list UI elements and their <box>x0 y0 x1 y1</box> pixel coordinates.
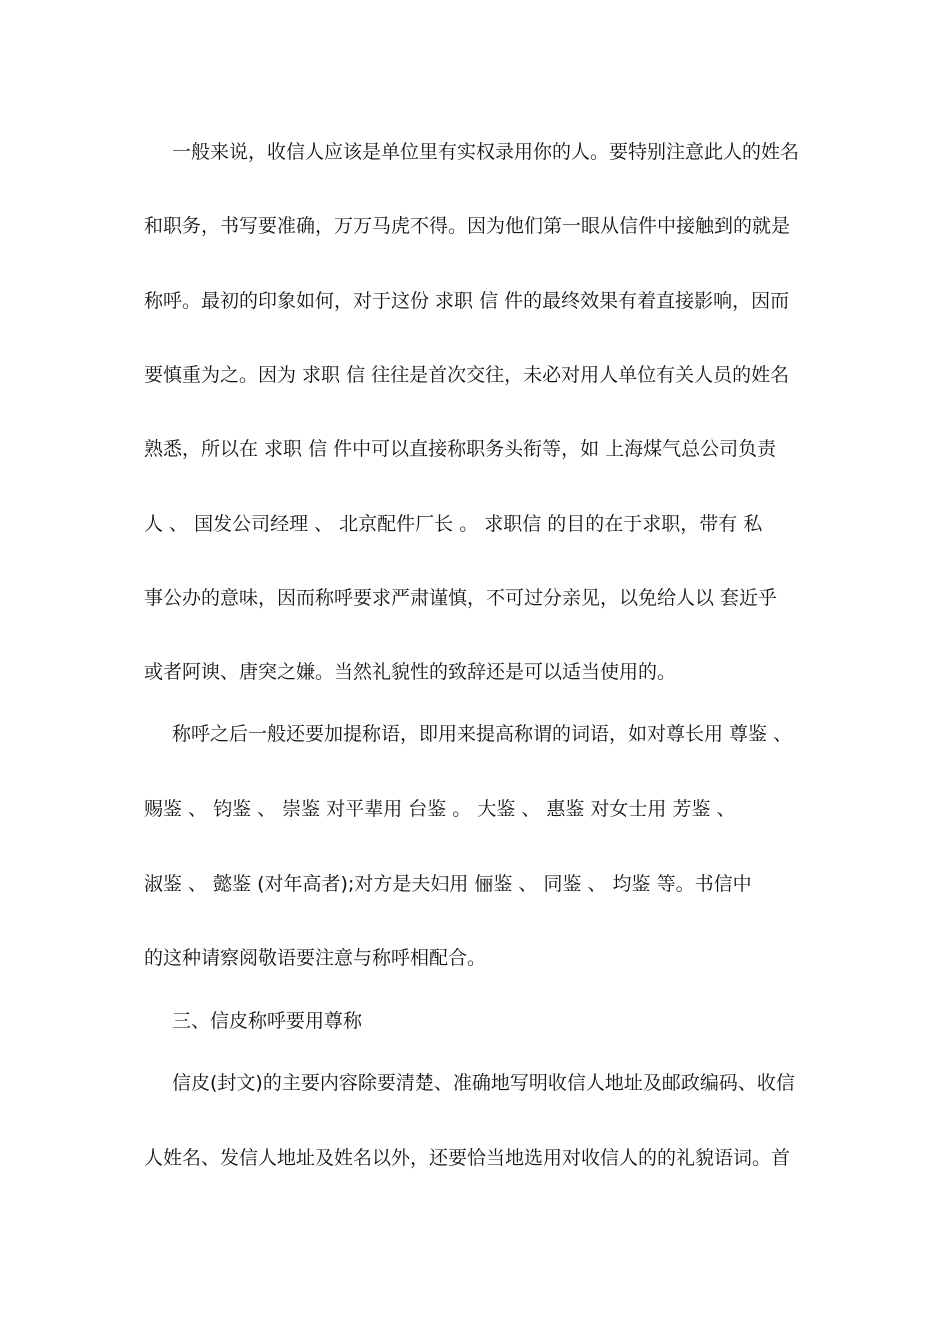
paragraph-line: 一般来说，收信人应该是单位里有实权录用你的人。要特别注意此人的姓名 <box>172 141 800 163</box>
paragraph-line: 熟悉，所以在 求职 信 件中可以直接称职务头衔等，如 上海煤气总公司负责 <box>144 438 777 460</box>
paragraph-line: 和职务，书写要准确，万万马虎不得。因为他们第一眼从信件中接触到的就是 <box>144 215 791 237</box>
paragraph-line: 人 、 国发公司经理 、 北京配件厂长 。 求职信 的目的在于求职，带有 私 <box>144 513 763 535</box>
paragraph-line: 称呼。最初的印象如何，对于这份 求职 信 件的最终效果有着直接影响，因而 <box>144 290 790 312</box>
paragraph-line: 淑鉴 、 懿鉴 (对年高者);对方是夫妇用 俪鉴 、 同鉴 、 均鉴 等。书信中 <box>144 873 752 895</box>
paragraph-line: 要慎重为之。因为 求职 信 往往是首次交往，未必对用人单位有关人员的姓名 <box>144 364 790 386</box>
paragraph-line: 称呼之后一般还要加提称语，即用来提高称谓的词语，如对尊长用 尊鉴 、 <box>172 723 793 745</box>
paragraph-line: 信皮(封文)的主要内容除要清楚、准确地写明收信人地址及邮政编码、收信 <box>172 1072 795 1094</box>
paragraph-line: 或者阿谀、唐突之嫌。当然礼貌性的致辞还是可以适当使用的。 <box>144 661 677 683</box>
paragraph-line: 赐鉴 、 钧鉴 、 崇鉴 对平辈用 台鉴 。 大鉴 、 惠鉴 对女士用 芳鉴 、 <box>144 798 736 820</box>
paragraph-line: 人姓名、发信人地址及姓名以外，还要恰当地选用对收信人的的礼貌语词。首 <box>144 1147 791 1169</box>
paragraph-line: 的这种请察阅敬语要注意与称呼相配合。 <box>144 947 487 969</box>
section-heading: 三、信皮称呼要用尊称 <box>172 1010 363 1032</box>
paragraph-line: 事公办的意味，因而称呼要求严肃谨慎，不可过分亲见，以免给人以 套近乎 <box>144 587 778 609</box>
